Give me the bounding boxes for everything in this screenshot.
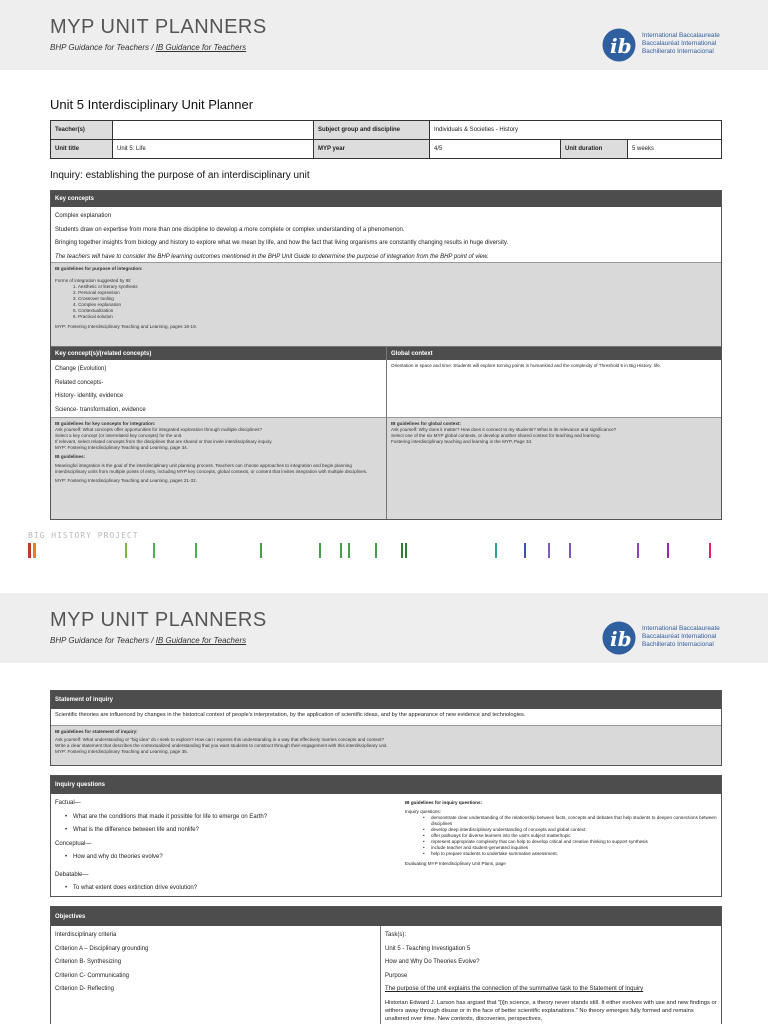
iq-guide-item: • demonstrate clear understanding of the relationship between facts, concepts and debates that help students to deepen connections between disciplines: [421, 815, 717, 827]
st-guide-title: IB guidelines for statement of inquiry:: [55, 729, 138, 734]
criterion-item: Criterion B- Synthesizing: [55, 959, 122, 965]
objectives-header: Objectives: [51, 907, 721, 926]
concepts-left: [51, 346, 387, 519]
key-concept-guidelines: [51, 417, 386, 519]
objectives-left: [51, 926, 381, 1024]
factual-label: Factual—: [55, 800, 81, 806]
bhp-timeline-bar: [33, 543, 36, 558]
questions-header: Inquiry questions: [51, 776, 721, 794]
kc-guide-title: IB guidelines for purpose of integration:: [55, 266, 143, 271]
bhp-timeline-bar: [348, 543, 350, 558]
bhp-timeline-bar: [375, 543, 377, 558]
key-concepts-body: [51, 207, 721, 262]
ib-name-fr: Baccalauréat International: [642, 633, 717, 640]
bhp-timeline-bar: [195, 543, 197, 558]
statement-box: [50, 690, 722, 766]
iq-guide-item: • represent appropriate complexity that can help to develop critical and creative thinking to support synthesis: [421, 839, 717, 845]
statement-text: Scientific theories are influenced by changes in the historical context of people's interpretation, by the application of scientific ideas, and by the appearance of new evidence and technologies.: [55, 712, 526, 718]
global-context-header: Global context: [387, 347, 721, 360]
form-item: 1. Aesthetic or literary synthesis: [73, 284, 138, 289]
bhp-timeline-bar: [401, 543, 403, 558]
task-line: Unit 5 - Teaching Investigation 5: [385, 945, 471, 952]
global-context-body: [387, 360, 721, 417]
unit-label: Unit title: [51, 140, 113, 159]
teacher-label: Teacher(s): [51, 121, 113, 140]
iq-guide-item: • develop deep interdisciplinary understanding of concepts and global context: [421, 827, 717, 833]
breadcrumb-link[interactable]: IB Guidance for Teachers: [155, 43, 247, 52]
inquiry-heading: Inquiry: establishing the purpose of an interdisciplinary unit: [50, 170, 310, 181]
questions-split: [51, 794, 721, 896]
objectives-split: [51, 926, 721, 1024]
header-banner-2: [0, 593, 768, 663]
iq-guide-intro: Inquiry questions:: [405, 809, 442, 814]
key-concept-header: Key concept(s)/(related concepts): [51, 347, 386, 360]
bhp-timeline-bar: [524, 543, 526, 558]
breadcrumb-prefix: BHP Guidance for Teachers /: [50, 43, 156, 52]
teacher-value: [113, 121, 314, 140]
subject-label: Subject group and discipline: [314, 121, 430, 140]
bhp-timeline: [28, 543, 728, 559]
kc-italic-line: The teachers will have to consider the BHP learning outcomes mentioned in the BHP Unit Guide to determine the purpose of integration from the BHP point of view.: [55, 253, 489, 260]
kc-line: Bringing together insights from biology and history to explore what we mean by life, and how the fact that living organisms are constantly changing results in huge diversity.: [55, 240, 509, 246]
concepts-split: [51, 346, 721, 519]
subject-value: Individuals & Societies - History: [430, 121, 722, 140]
criterion-item: Criterion A – Disciplinary grounding: [55, 945, 149, 952]
statement-header: Statement of inquiry: [51, 691, 721, 709]
kc-guidelines: [51, 262, 721, 346]
purpose-link[interactable]: The purpose of the unit explains the connection of the summative task to the Statement of Inquiry: [385, 986, 644, 992]
objectives-box: [50, 906, 722, 1024]
objectives-right: [381, 926, 721, 1024]
task-line: Purpose: [385, 972, 408, 979]
svg-text:ib: ib: [610, 627, 632, 651]
ib-name-fr: Baccalauréat International: [642, 40, 717, 47]
breadcrumb-link[interactable]: IB Guidance for Teachers: [155, 636, 247, 645]
bhp-timeline-bar: [495, 543, 497, 558]
svg-text:ib: ib: [610, 34, 632, 58]
duration-label: Unit duration: [561, 140, 628, 159]
form-item: 6. Practical solution: [73, 314, 113, 319]
ib-guidelines-ref: MYP: Fostering Interdisciplinary Teaching and Learning, pages 21-32.: [55, 478, 197, 483]
kc-guide2-line: Ask yourself: What concepts offer opportunities for integrated exploration through multiple disciplines?: [55, 427, 263, 432]
kc-guide2-line: If relevant, select related concepts from the disciplines that are shared or that invite interdisciplinary inquiry.: [55, 439, 273, 444]
bhp-timeline-bar: [125, 543, 127, 558]
gc-guide-line: Fostering interdisciplinary teaching and learning in the MYP, Page 34.: [391, 439, 533, 444]
unit-value: Unit 5: Life: [113, 140, 314, 159]
global-context-guidelines: [387, 417, 721, 519]
iq-guide-item: • include teacher and student-generated inquiries: [421, 845, 717, 851]
concept-line: Science- transformation, evidence: [55, 406, 146, 413]
kc-guide2-title: IB guidelines for key concepts for integration:: [55, 421, 156, 426]
concept-line: Related concepts-: [55, 379, 104, 386]
bhp-timeline-bar: [637, 543, 639, 558]
year-label: MYP year: [314, 140, 430, 159]
form-item: 5. Contextualization: [73, 308, 114, 313]
question-item: • What are the conditions that made it possible for life to emerge on Earth?: [63, 811, 397, 825]
page-title: MYP UNIT PLANNERS: [50, 16, 267, 38]
debatable-label: Debatable—: [55, 871, 89, 878]
st-guide-line: Ask yourself: What understanding or "big idea" do I seek to explore? How can I express this understanding in a way that effectively marries concepts and context?: [55, 737, 385, 742]
statement-body: [51, 709, 721, 725]
st-guide-line: Write a clear statement that describes the contextualized understanding that you want students to construct through their engagement with this interdisciplinary unit.: [55, 743, 388, 748]
concept-line: Change (Evolution): [55, 366, 107, 372]
bhp-timeline-bar: [153, 543, 155, 558]
form-item: 3. Crossover tooling: [73, 296, 114, 301]
criterion-item: Criterion D- Reflecting: [55, 986, 115, 992]
ib-name-en: International Baccalaureate: [642, 32, 720, 39]
questions-left: [51, 794, 401, 896]
duration-value: 5 weeks: [628, 140, 722, 159]
ib-guidelines-title: IB guidelines:: [55, 454, 86, 459]
bhp-timeline-bar: [548, 543, 550, 558]
gc-guide-line: Ask yourself: Why does it matter? How does it connect to my students? What is its relevance and significance?: [391, 427, 617, 432]
kc-guide2-line: Select a key concept (or interrelated key concepts) for the unit.: [55, 433, 183, 438]
year-value: 4/5: [430, 140, 561, 159]
gc-guide-line: Select one of the six MYP global contexts, or develop another shared context for teaching and learning.: [391, 433, 601, 438]
key-concept-body: [51, 360, 386, 417]
breadcrumb: [50, 43, 246, 52]
unit-title: Unit 5 Interdisciplinary Unit Planner: [50, 97, 254, 112]
bhp-timeline-bar: [569, 543, 571, 558]
criterion-item: Criterion C- Communicating: [55, 972, 130, 979]
criterion-item: Interdisciplinary criteria: [55, 932, 117, 938]
st-guide-line: MYP: Fostering Interdisciplinary Teaching and Learning, page 35.: [55, 749, 188, 754]
conceptual-label: Conceptual—: [55, 840, 92, 847]
breadcrumb-prefix: BHP Guidance for Teachers /: [50, 636, 156, 645]
form-item: 4. Complex explanation: [73, 302, 122, 307]
concepts-right: [387, 346, 721, 519]
bhp-timeline-bar: [405, 543, 407, 558]
ib-logo-icon: [602, 621, 636, 655]
question-item: • What is the difference between life and nonlife?: [63, 824, 397, 838]
question-item: • How and why do theories evolve?: [63, 851, 397, 865]
ib-name-es: Bachillerato Internacional: [642, 641, 714, 648]
bhp-timeline-bar: [28, 543, 31, 558]
page-title-2: MYP UNIT PLANNERS: [50, 609, 267, 631]
unit-info-table: [50, 120, 722, 159]
bhp-timeline-bar: [667, 543, 669, 558]
bhp-timeline-bar: [260, 543, 262, 558]
ib-names: [642, 625, 720, 649]
global-context-text: Orientation in space and time: Students will explore turning points in humankind and the complexity of Threshold 5 in Big History: life.: [391, 363, 662, 368]
question-item: • To what extent does extinction drive evolution?: [63, 882, 397, 896]
questions-right: [401, 794, 721, 896]
ib-logo-icon: [602, 28, 636, 62]
bhp-timeline-bar: [319, 543, 321, 558]
kc-guide2-line: MYP: Fostering Interdisciplinary Teaching and Learning, page 34.: [55, 445, 188, 450]
ib-name-es: Bachillerato Internacional: [642, 48, 714, 55]
iq-guide-title: IB guidelines for inquiry questions:: [405, 800, 483, 805]
statement-guidelines: [51, 725, 721, 765]
iq-guide-item: • offer pathways for diverse learners into the unit's subject matter/topic: [421, 833, 717, 839]
concept-line: History- identity, evidence: [55, 393, 124, 399]
header-banner: [0, 0, 768, 70]
kc-line: Students draw on expertise from more than one discipline to develop a more complete or complex understanding of a phenomenon.: [55, 226, 405, 233]
kc-guide-forms: Forms of integration suggested by IB:: [55, 278, 132, 283]
purpose-paragraph: Historian Edward J. Larson has argued that "[i]n science, a theory never stands still. It either evolves with use and new findings or withers away through disuse or in the face of better scientific explanations." No theory emerges fully formed and remains unaltered over time. New contexts, discoveries, perspectives,: [385, 999, 717, 1022]
key-concepts-header: Key concepts: [51, 191, 721, 207]
ib-guidelines-text: Meaningful integration is the goal of the interdisciplinary unit planning process. Teachers can choose approaches to integration and begin planning interdisciplinary units from multiple points of entry, including MYP key concepts, global contexts, or content that invites integration with multiple disciplines.: [55, 463, 368, 474]
task-line: Task(s):: [385, 932, 406, 938]
kc-line: Complex explanation: [55, 213, 112, 219]
bhp-logo-text: BIG HISTORY PROJECT: [28, 531, 139, 540]
breadcrumb-2: [50, 636, 246, 645]
gc-guide-title: IB guidelines for global context:: [391, 421, 461, 426]
inquiry-questions-box: [50, 775, 722, 897]
iq-guide-item: • help to prepare students to undertake summative assessment.: [421, 851, 717, 857]
iq-guide-ref: Evaluating MYP Interdisciplinary Unit Plans, page: [405, 861, 506, 866]
kc-guide-ref: MYP: Fostering Interdisciplinary Teaching and Learning, pages 18-19.: [55, 324, 197, 329]
bhp-timeline-bar: [340, 543, 342, 558]
ib-names: [642, 32, 720, 56]
task-line: How and Why Do Theories Evolve?: [385, 959, 480, 965]
bhp-timeline-bar: [709, 543, 711, 558]
ib-name-en: International Baccalaureate: [642, 625, 720, 632]
form-item: 2. Personal expression: [73, 290, 120, 295]
key-concepts-box: [50, 190, 722, 520]
